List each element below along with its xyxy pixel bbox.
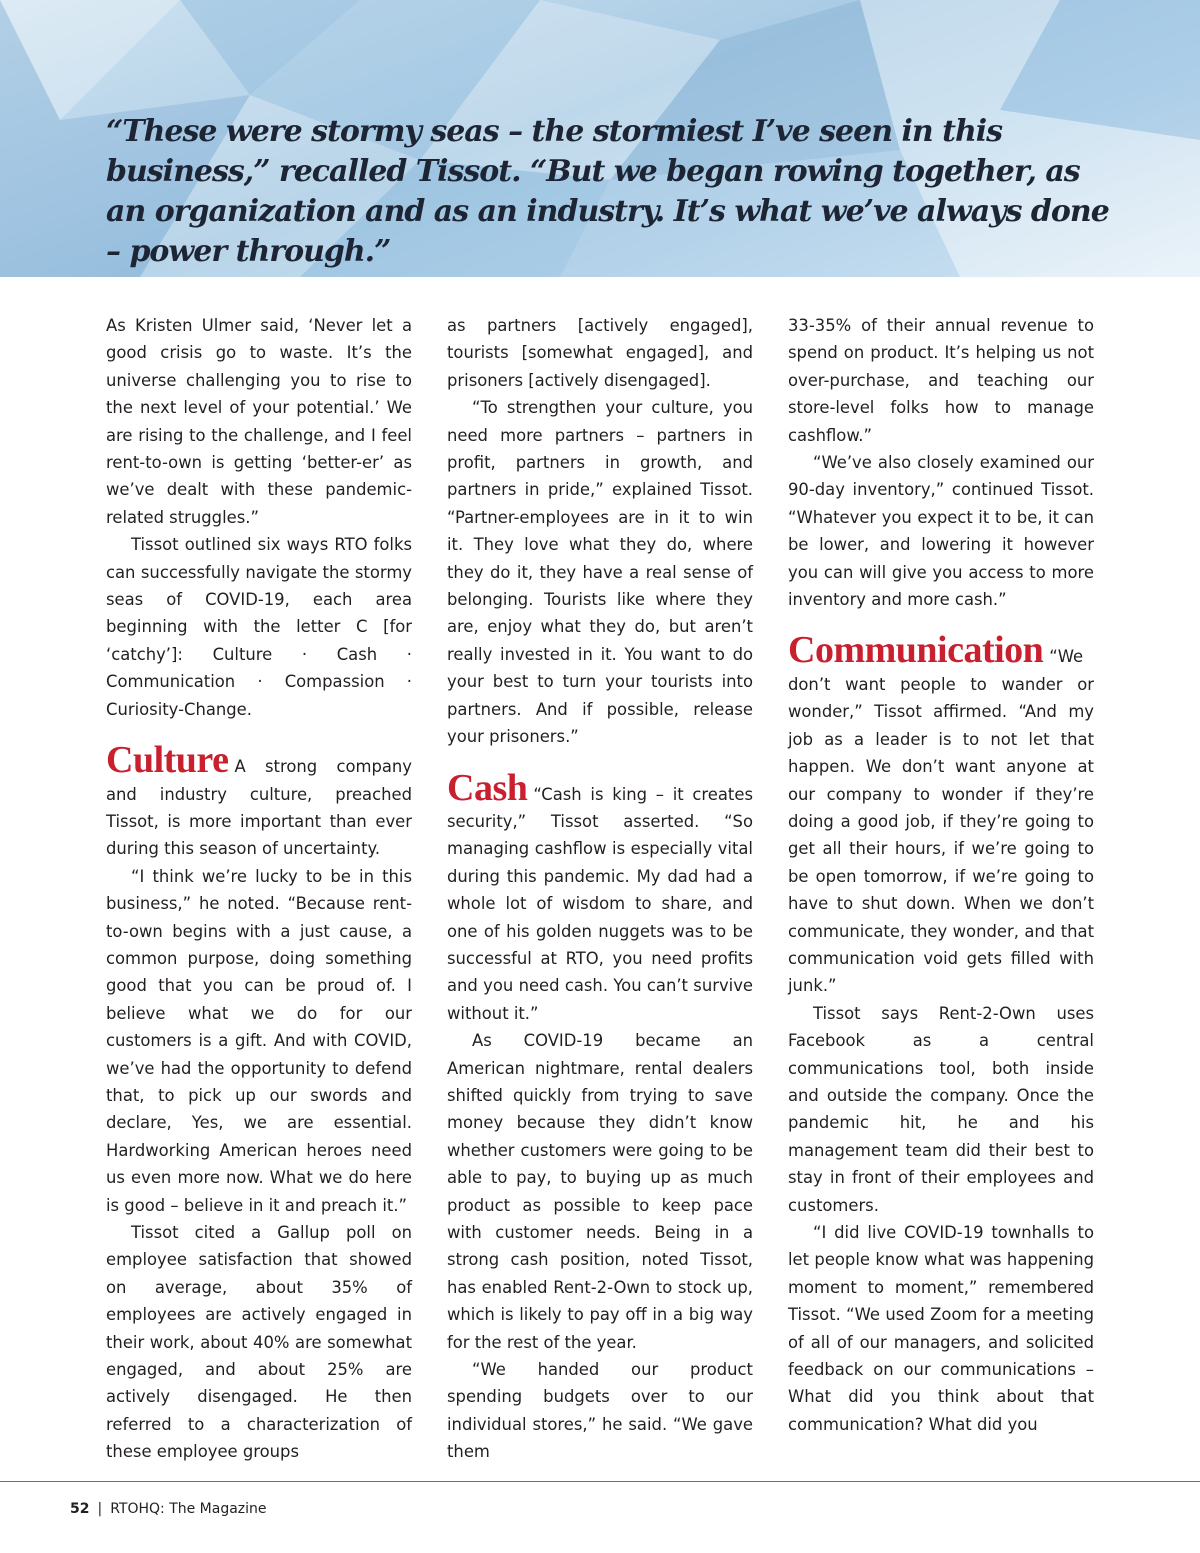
paragraph: As Kristen Ulmer said, ‘Never let a good crisis go to waste. It’s the universe challenging you to rise to the next level of your potential.’ We are rising to the challenge, and I feel rent-to-own is getting ‘better-er’ as we’ve dealt with these pandemic-related struggles.” [106,316,412,527]
section-heading-cash: Cash [447,766,528,809]
paragraph: “Cash is king – it creates security,” Tissot asserted. “So managing cashflow is especially vital during this pandemic. My dad had a whole lot of wisdom to share, and one of his golden nuggets was to be successful at RTO, you need profits and you need cash. You can’t survive without it.” [447,784,753,1023]
header-banner [0,0,1200,277]
paragraph: as partners [actively engaged], tourists [somewhat engaged], and prisoners [actively disengaged]. [447,316,753,390]
paragraph: Tissot says Rent-2-Own uses Facebook as a central communications tool, both inside and outside the company. Once the pandemic hit, he and his management team did their best to stay in front of their employees and customers. [788,1003,1094,1215]
paragraph: 33-35% of their annual revenue to spend on product. It’s helping us not over-purchase, and teaching our store-level folks how to manage cashflow.” [788,316,1094,445]
article-column-2 [447,312,753,1466]
paragraph: Tissot outlined six ways RTO folks can successfully navigate the stormy seas of COVID-19, each area beginning with the letter C [for ‘catchy’]: Culture · Cash · Communication · Compassion · Curiosity-Change. [106,535,412,719]
publication-name: RTOHQ: The Magazine [110,1501,267,1517]
section-heading-communication: Communication [788,629,1044,672]
footer-divider [0,1481,1200,1482]
paragraph: “We handed our product spending budgets over to our individual stores,” he said. “We gave them [447,1360,753,1462]
communication-section [788,629,1094,999]
paragraph: As COVID-19 became an American nightmare, rental dealers shifted quickly from trying to save money because they didn’t know whether customers were going to be able to pay, to buying up as much product as possible to keep pace with customer needs. Being in a strong cash position, noted Tissot, has enabled Rent-2-Own to stock up, which is likely to pay off in a big way for the rest of the year. [447,1031,753,1352]
article-column-1 [106,312,412,1466]
section-heading-culture: Culture [106,739,229,782]
paragraph: “To strengthen your culture, you need more partners – partners in profit, partners in growth, and partners in pride,” explained Tissot. “Partner-employees are in it to win it. They love what they do, where they do it, they have a real sense of belonging. Tourists like where they are, enjoy what they do, but aren’t really invested in it. You want to do your best to turn your tourists into partners. And if possible, release your prisoners.” [447,398,753,747]
page-footer [70,1499,267,1519]
paragraph: “We don’t want people to wander or wonder,” Tissot affirmed. “And my job as a leader is to not let that happen. We don’t want anyone at our company to wonder if they’re doing a good job, if they’re going to get all their hours, if we’re going to be open tomorrow, if we’re going to have to shut down. When we don’t communicate, they wonder, and that communication void gets filled with junk.” [788,647,1094,996]
page-number: 52 [70,1501,90,1517]
culture-section [106,739,412,863]
paragraph: A strong company and industry culture, preached Tissot, is more important than ever during this season of uncertainty. [106,757,412,859]
pull-quote: “These were stormy seas – the stormiest I’ve seen in this business,” recalled Tissot. “But we began rowing together, as an organization and as an industry. It’s what we’ve always done – power through.” [106,114,1109,269]
paragraph: “I did live COVID-19 townhalls to let people know what was happening moment to moment,” remembered Tissot. “We used Zoom for a meeting of all of our managers, and solicited feedback on our communications – What did you think about that communication? What did you [788,1223,1094,1434]
paragraph: “I think we’re lucky to be in this business,” he noted. “Because rent-to-own begins with a just cause, a common purpose, doing something good that you can be proud of. I believe what we do for our customers is a gift. And with COVID, we’ve had the opportunity to defend that, to pick up our swords and declare, Yes, we are essential. Hardworking American heroes need us even more now. What we do here is good – believe in it and preach it.” [106,866,412,1215]
footer-separator: | [97,1501,103,1517]
cash-section [447,766,753,1028]
paragraph: “We’ve also closely examined our 90-day inventory,” continued Tissot. “Whatever you expect it to be, it can be lower, and lowering it however you can will give you access to more inventory and more cash.” [788,453,1094,610]
article-column-3 [788,312,1094,1438]
paragraph: Tissot cited a Gallup poll on employee satisfaction that showed on average, about 35% of employees are actively engaged in their work, about 40% are somewhat engaged, and about 25% are actively disengaged. He then referred to a characterization of these employee groups [106,1223,412,1462]
